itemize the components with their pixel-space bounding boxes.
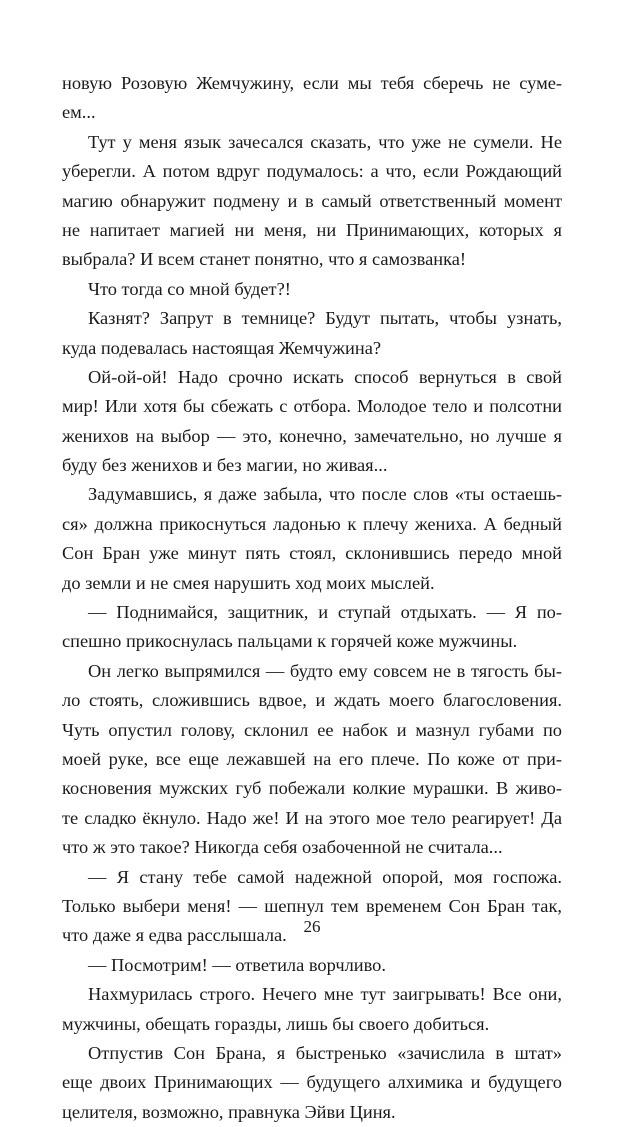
- text-line: уберегли. А потом вдруг подумалось: а что, если Рождающий: [62, 161, 562, 182]
- text-line: Отпустив Сон Брана, я быстренько «зачислила в штат»: [88, 1042, 562, 1063]
- text-line: до земли и не смея нарушить ход моих мыслей.: [62, 572, 435, 593]
- text-line: куда подевалась настоящая Жемчужина?: [62, 337, 382, 358]
- text-line: ся» должна прикоснуться ладонью к плечу жениха. А бедный: [62, 513, 562, 534]
- text-line: Сон Бран уже минут пять стоял, склонившись передо мной: [62, 543, 562, 564]
- text-line: ло стоять, сложившись вдвое, и ждать моего благословения.: [62, 690, 562, 711]
- text-line: Чуть опустил голову, склонил ее набок и мазнул губами по: [62, 719, 562, 740]
- text-line: моей руке, все еще лежавшей на его плече. По коже от при-: [62, 748, 562, 769]
- text-line: что ж это такое? Никогда себя озабоченной не считала...: [62, 837, 503, 858]
- text-line: целителя, возможно, правнука Эйви Циня.: [62, 1101, 396, 1122]
- text-line: Он легко выпрямился — будто ему совсем не в тягость бы-: [88, 660, 562, 681]
- text-line: — Поднимайся, защитник, и ступай отдыхать. — Я по-: [88, 602, 562, 623]
- text-line: — Я стану тебе самой надежной опорой, моя госпожа.: [88, 866, 562, 887]
- text-line: выбрала? И всем станет понятно, что я самозванка!: [62, 249, 467, 270]
- text-line: те сладко ёкнуло. Надо же! И на этого мое тело реагирует! Да: [62, 807, 562, 828]
- text-line: Ой-ой-ой! Надо срочно искать способ вернуться в свой: [88, 366, 562, 387]
- text-line: Только выбери меня! — шепнул тем временем Сон Бран так,: [62, 895, 562, 916]
- page-number: 26: [303, 917, 321, 936]
- text-line: Задумавшись, я даже забыла, что после слов «ты остаешь-: [88, 484, 562, 505]
- text-line: буду без женихов и без магии, но живая...: [62, 455, 388, 476]
- text-line: косновения мужских губ побежали колкие мурашки. В живо-: [62, 778, 562, 799]
- text-line: не напитает магией ни меня, ни Принимающих, которых я: [62, 219, 562, 240]
- text-line: Что тогда со мной будет?!: [88, 278, 291, 299]
- text-line: мир! Или хотя бы сбежать с отбора. Молодое тело и полсотни: [62, 396, 562, 417]
- text-line: новую Розовую Жемчужину, если мы тебя сберечь не суме-: [62, 73, 562, 93]
- text-line: спешно прикоснулась пальцами к горячей коже мужчины.: [62, 631, 518, 652]
- text-line: еще двоих Принимающих — будущего алхимика и будущего: [62, 1072, 562, 1093]
- text-line: Казнят? Запрут в темнице? Будут пытать, чтобы узнать,: [88, 308, 562, 329]
- text-line: мужчины, обещать горазды, лишь бы своего добиться.: [62, 1013, 490, 1034]
- text-line: магию обнаружит подмену и в самый ответственный момент: [62, 190, 562, 211]
- text-line: Тут у меня язык зачесался сказать, что уже не сумели. Не: [88, 131, 562, 152]
- text-line: что даже я едва расслышала.: [62, 925, 287, 946]
- text-line: ем...: [62, 102, 96, 123]
- book-page-text: [62, 69, 562, 1127]
- text-line: — Посмотрим! — ответила ворчливо.: [88, 954, 386, 975]
- text-line: Нахмурилась строго. Нечего мне тут заигрывать! Все они,: [88, 984, 562, 1005]
- text-line: женихов на выбор — это, конечно, замечательно, но лучше я: [62, 425, 562, 446]
